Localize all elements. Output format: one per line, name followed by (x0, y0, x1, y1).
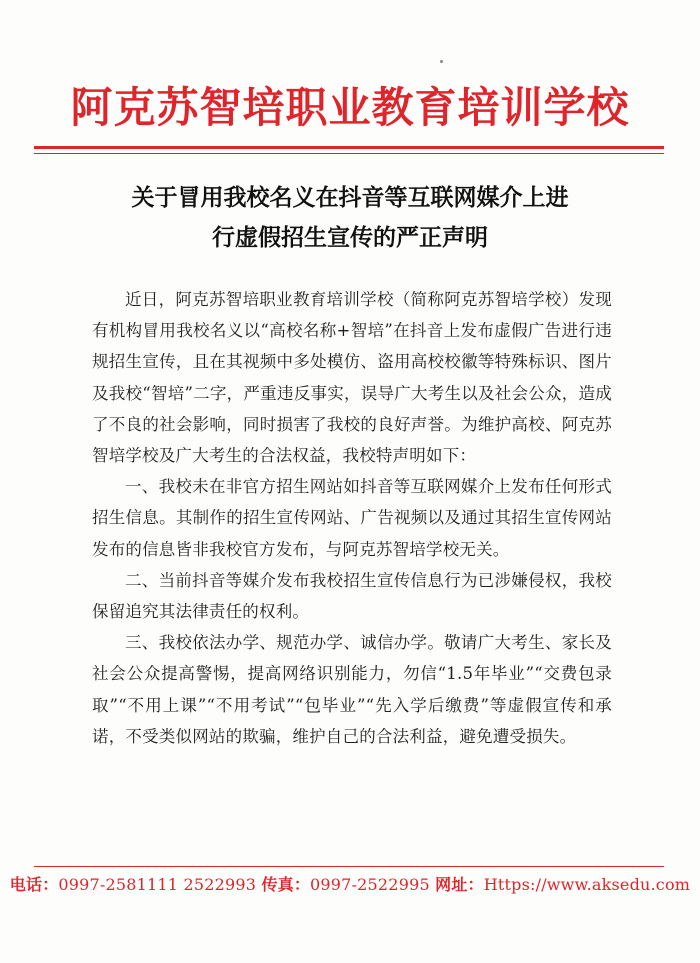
paragraph-intro: 近日，阿克苏智培职业教育培训学校（简称阿克苏智培学校）发现有机构冒用我校名义以“高校名称+智培”在抖音上发布虚假广告进行违规招生宣传，且在其视频中多处模仿、盗用高校校徽等特殊标识、图片及我校“智培”二字，严重违反事实，误导广大考生以及社会公众，造成了不良的社会影响，同时损害了我校的良好声誉。为维护高校、阿克苏智培学校及广大考生的合法权益，我校特声明如下： (92, 290, 612, 466)
document-title-line-1: 关于冒用我校名义在抖音等互联网媒介上进 (131, 184, 569, 211)
paragraph-item-3: 三、我校依法办学、规范办学、诚信办学。敬请广大考生、家长及社会公众提高警惕，提高网络识别能力，勿信“1.5年毕业”“交费包录取”“不用上课”“不用考试”“包毕业”“先入学后缴费”等虚假宣传和承诺，不受类似网站的欺骗，维护自己的合法利益，避免遭受损失。 (92, 633, 612, 746)
fax-number: 0997-2522995 (310, 875, 430, 894)
website-label: 网址： (435, 875, 484, 894)
website-url[interactable]: Https://www.aksedu.com (483, 875, 691, 894)
phone-label: 电话： (9, 875, 59, 894)
footer-rule (34, 866, 664, 867)
phone-number: 0997-2581111 2522993 (58, 875, 257, 894)
scan-speck (440, 60, 443, 63)
fax-label: 传真： (261, 875, 311, 894)
contact-footer (0, 873, 700, 897)
school-letterhead: 阿克苏智培职业教育培训学校 (70, 83, 630, 132)
paragraph-item-2: 二、当前抖音等媒介发布我校招生宣传信息行为已涉嫌侵权，我校保留追究其法律责任的权利。 (92, 570, 612, 622)
paragraph-item-1: 一、我校未在非官方招生网站如抖音等互联网媒介上发布任何形式招生信息。其制作的招生宣传网站、广告视频以及通过其招生宣传网站发布的信息皆非我校官方发布，与阿克苏智培学校无关。 (92, 477, 612, 559)
document-title (60, 178, 640, 258)
letterhead-rule-thick (34, 146, 664, 149)
document-body (92, 284, 612, 752)
document-title-line-2: 行虚假招生宣传的严正声明 (212, 224, 488, 251)
letterhead-rule-thin (34, 153, 664, 154)
